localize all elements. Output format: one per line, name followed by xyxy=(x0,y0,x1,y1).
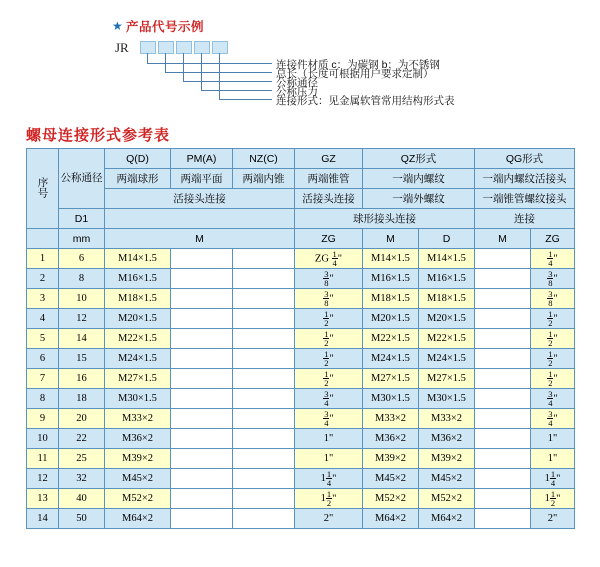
cell-qg-m xyxy=(475,409,531,429)
table-row xyxy=(27,409,575,429)
cell-qz-m: M24×1.5 xyxy=(363,349,419,369)
table-row xyxy=(27,429,575,449)
cell-qg-zg: 1 $\frac{1}{2}$ " xyxy=(531,489,575,509)
cell-dn: 40 xyxy=(59,489,105,509)
cell-zg-gz: $\frac{1}{2}$ " xyxy=(295,309,363,329)
leader-line-3-vertical xyxy=(183,53,184,81)
cell-qz-d: M24×1.5 xyxy=(419,349,475,369)
cell-qg-m xyxy=(475,389,531,409)
cell-zg-gz: $\frac{3}{8}$ " xyxy=(295,289,363,309)
cell-qz-d: M27×1.5 xyxy=(419,369,475,389)
cell-m-nzc xyxy=(233,489,295,509)
cell-m-nzc xyxy=(233,249,295,269)
cell-m-pma xyxy=(171,389,233,409)
cell-m-pma xyxy=(171,329,233,349)
header-type-nzc: NZ(C) xyxy=(233,149,295,169)
cell-m-qd: M18×1.5 xyxy=(105,289,171,309)
cell-qg-zg: $\frac{3}{4}$ " xyxy=(531,409,575,429)
cell-qg-zg: $\frac{1}{2}$ " xyxy=(531,349,575,369)
table-row xyxy=(27,389,575,409)
cell-qg-m xyxy=(475,269,531,289)
cell-qz-d: M22×1.5 xyxy=(419,329,475,349)
cell-qz-m: M14×1.5 xyxy=(363,249,419,269)
header-type-qd: Q(D) xyxy=(105,149,171,169)
header-dn: 公称通径 xyxy=(59,149,105,209)
cell-qg-zg: $\frac{3}{4}$ " xyxy=(531,389,575,409)
cell-qz-m: M20×1.5 xyxy=(363,309,419,329)
cell-dn: 25 xyxy=(59,449,105,469)
cell-qz-d: M16×1.5 xyxy=(419,269,475,289)
header-row-conn xyxy=(27,189,575,209)
cell-qz-d: M14×1.5 xyxy=(419,249,475,269)
cell-qz-m: M30×1.5 xyxy=(363,389,419,409)
cell-qg-m xyxy=(475,509,531,529)
table-title: 螺母连接形式参考表 xyxy=(26,127,171,144)
leader-line-4-vertical xyxy=(201,53,202,90)
cell-m-pma xyxy=(171,289,233,309)
cell-zg-gz: $\frac{1}{2}$ " xyxy=(295,369,363,389)
cell-seq: 8 xyxy=(27,389,59,409)
cell-qg-m xyxy=(475,249,531,269)
header-desc-qg: 一端内螺纹活接头 xyxy=(475,169,575,189)
cell-qg-zg: 2" xyxy=(531,509,575,529)
table-row xyxy=(27,369,575,389)
cell-m-pma xyxy=(171,269,233,289)
cell-dn: 22 xyxy=(59,429,105,449)
cell-qg-m xyxy=(475,469,531,489)
cell-dn: 18 xyxy=(59,389,105,409)
diagram-title: 产品代号示例 xyxy=(126,20,205,34)
diagram-note-conn: 连接形式：见金属软管常用结构形式表 xyxy=(276,95,455,107)
cell-m-qd: M36×2 xyxy=(105,429,171,449)
cell-qz-m: M64×2 xyxy=(363,509,419,529)
cell-qz-d: M45×2 xyxy=(419,469,475,489)
header-type-pma: PM(A) xyxy=(171,149,233,169)
cell-m-pma xyxy=(171,509,233,529)
cell-m-qd: M24×1.5 xyxy=(105,349,171,369)
cell-qz-m: M39×2 xyxy=(363,449,419,469)
diagram-note-dn: 公称通径 xyxy=(276,77,318,89)
diagram-note-material: 连接件材质 c：为碳钢 b：为不锈钢 xyxy=(276,59,440,71)
cell-dn: 6 xyxy=(59,249,105,269)
header-row-desc xyxy=(27,169,575,189)
header-type-qg: QG形式 xyxy=(475,149,575,169)
header-unit-zg: ZG xyxy=(295,229,363,249)
cell-zg-gz: $\frac{3}{4}$ " xyxy=(295,389,363,409)
cell-dn: 16 xyxy=(59,369,105,389)
cell-m-qd: M20×1.5 xyxy=(105,309,171,329)
table-row xyxy=(27,509,575,529)
cell-qz-d: M36×2 xyxy=(419,429,475,449)
code-box-4 xyxy=(194,41,210,54)
table-row xyxy=(27,249,575,269)
header-ball-conn: 球形接头连接 xyxy=(295,209,475,229)
cell-seq: 2 xyxy=(27,269,59,289)
cell-qg-zg: 1 $\frac{1}{4}$ " xyxy=(531,469,575,489)
code-prefix: JR xyxy=(115,40,129,55)
code-box-1 xyxy=(140,41,156,54)
cell-qz-m: M18×1.5 xyxy=(363,289,419,309)
cell-qz-d: M33×2 xyxy=(419,409,475,429)
table-row xyxy=(27,349,575,369)
cell-zg-gz: $\frac{3}{4}$ " xyxy=(295,409,363,429)
leader-line-4-horizontal xyxy=(201,90,272,91)
header-seq: 序号 xyxy=(27,149,59,229)
cell-m-pma xyxy=(171,469,233,489)
header-row-d1 xyxy=(27,209,575,229)
star-icon: ★ xyxy=(112,19,123,33)
cell-m-nzc xyxy=(233,429,295,449)
cell-seq: 7 xyxy=(27,369,59,389)
cell-dn: 15 xyxy=(59,349,105,369)
header-d1: D1 xyxy=(59,209,105,229)
code-box-5 xyxy=(212,41,228,54)
leader-line-3-horizontal xyxy=(183,81,272,82)
header-conn-ext-thread: 一端外螺纹 xyxy=(363,189,475,209)
table-header xyxy=(27,149,575,249)
cell-seq: 1 xyxy=(27,249,59,269)
cell-m-nzc xyxy=(233,449,295,469)
cell-qg-zg: $\frac{1}{4}$ " xyxy=(531,249,575,269)
header-conn-union-gz: 活接头连接 xyxy=(295,189,363,209)
cell-m-pma xyxy=(171,369,233,389)
cell-m-pma xyxy=(171,429,233,449)
cell-m-nzc xyxy=(233,269,295,289)
cell-qg-zg: $\frac{1}{2}$ " xyxy=(531,309,575,329)
cell-zg-gz: $\frac{1}{2}$ " xyxy=(295,349,363,369)
leader-line-5-vertical xyxy=(219,53,220,99)
cell-m-qd: M33×2 xyxy=(105,409,171,429)
table-row xyxy=(27,269,575,289)
cell-seq: 11 xyxy=(27,449,59,469)
header-unit-mm: mm xyxy=(59,229,105,249)
header-desc-qz: 一端内螺纹 xyxy=(363,169,475,189)
cell-seq: 13 xyxy=(27,489,59,509)
header-unit-qg-zg: ZG xyxy=(531,229,575,249)
cell-zg-gz: 2" xyxy=(295,509,363,529)
cell-m-nzc xyxy=(233,469,295,489)
cell-m-nzc xyxy=(233,349,295,369)
cell-qz-d: M39×2 xyxy=(419,449,475,469)
cell-seq: 14 xyxy=(27,509,59,529)
cell-m-nzc xyxy=(233,289,295,309)
cell-m-qd: M39×2 xyxy=(105,449,171,469)
cell-dn: 8 xyxy=(59,269,105,289)
cell-seq: 6 xyxy=(27,349,59,369)
cell-seq: 9 xyxy=(27,409,59,429)
cell-m-nzc xyxy=(233,409,295,429)
cell-seq: 3 xyxy=(27,289,59,309)
cell-qz-m: M45×2 xyxy=(363,469,419,489)
cell-qg-zg: 1" xyxy=(531,429,575,449)
cell-qg-m xyxy=(475,309,531,329)
cell-zg-gz: 1" xyxy=(295,429,363,449)
cell-qg-zg: $\frac{1}{2}$ " xyxy=(531,329,575,349)
cell-seq: 5 xyxy=(27,329,59,349)
header-unit-qz-d: D xyxy=(419,229,475,249)
product-code-diagram xyxy=(0,0,600,118)
cell-qz-m: M16×1.5 xyxy=(363,269,419,289)
cell-zg-gz: $\frac{3}{8}$ " xyxy=(295,269,363,289)
cell-m-qd: M22×1.5 xyxy=(105,329,171,349)
cell-qg-m xyxy=(475,289,531,309)
header-unit-seq xyxy=(27,229,59,249)
cell-dn: 10 xyxy=(59,289,105,309)
cell-m-qd: M30×1.5 xyxy=(105,389,171,409)
code-box-3 xyxy=(176,41,192,54)
cell-m-nzc xyxy=(233,509,295,529)
cell-seq: 4 xyxy=(27,309,59,329)
cell-m-pma xyxy=(171,249,233,269)
cell-qz-m: M22×1.5 xyxy=(363,329,419,349)
cell-m-nzc xyxy=(233,329,295,349)
leader-line-5-horizontal xyxy=(219,99,272,100)
header-desc-qd: 两端球形 xyxy=(105,169,171,189)
cell-dn: 14 xyxy=(59,329,105,349)
cell-m-nzc xyxy=(233,369,295,389)
cell-qz-m: M36×2 xyxy=(363,429,419,449)
cell-m-qd: M45×2 xyxy=(105,469,171,489)
cell-qz-m: M27×1.5 xyxy=(363,369,419,389)
cell-dn: 50 xyxy=(59,509,105,529)
leader-line-1-vertical xyxy=(147,53,148,63)
table-row xyxy=(27,469,575,489)
cell-zg-gz: $\frac{1}{2}$ " xyxy=(295,329,363,349)
cell-qg-m xyxy=(475,489,531,509)
table-body xyxy=(27,249,575,529)
header-type-gz: GZ xyxy=(295,149,363,169)
header-desc-gz: 两端锥管 xyxy=(295,169,363,189)
cell-qg-zg: $\frac{3}{8}$ " xyxy=(531,289,575,309)
header-conn-union: 活接头连接 xyxy=(105,189,295,209)
cell-m-qd: M14×1.5 xyxy=(105,249,171,269)
cell-m-nzc xyxy=(233,389,295,409)
cell-zg-gz: 1" xyxy=(295,449,363,469)
header-desc-nzc: 两端内锥 xyxy=(233,169,295,189)
cell-dn: 12 xyxy=(59,309,105,329)
header-unit-qz-m: M xyxy=(363,229,419,249)
cell-qz-d: M64×2 xyxy=(419,509,475,529)
cell-m-qd: M27×1.5 xyxy=(105,369,171,389)
header-conn: 连接 xyxy=(475,209,575,229)
cell-qz-d: M52×2 xyxy=(419,489,475,509)
cell-qg-m xyxy=(475,369,531,389)
header-type-qz: QZ形式 xyxy=(363,149,475,169)
cell-qz-d: M30×1.5 xyxy=(419,389,475,409)
cell-qz-d: M20×1.5 xyxy=(419,309,475,329)
header-desc-pma: 两端平面 xyxy=(171,169,233,189)
cell-m-pma xyxy=(171,349,233,369)
cell-qg-m xyxy=(475,449,531,469)
cell-seq: 10 xyxy=(27,429,59,449)
cell-m-pma xyxy=(171,489,233,509)
cell-m-qd: M16×1.5 xyxy=(105,269,171,289)
table-row xyxy=(27,449,575,469)
cell-qg-zg: 1" xyxy=(531,449,575,469)
cell-qg-m xyxy=(475,329,531,349)
table-row xyxy=(27,309,575,329)
cell-qg-m xyxy=(475,349,531,369)
diagram-note-pn: 公称压力 xyxy=(276,86,318,98)
header-row-codes xyxy=(27,149,575,169)
table-row xyxy=(27,489,575,509)
diagram-note-length: 总长（长度可根据用户要求定制） xyxy=(276,68,434,80)
code-box-2 xyxy=(158,41,174,54)
header-unit-qg-m: M xyxy=(475,229,531,249)
header-unit-m: M xyxy=(105,229,295,249)
leader-line-2-vertical xyxy=(165,53,166,72)
table-row xyxy=(27,329,575,349)
cell-qz-m: M33×2 xyxy=(363,409,419,429)
cell-zg-gz: ZG $\frac{1}{4}$ " xyxy=(295,249,363,269)
cell-qg-zg: $\frac{3}{8}$ " xyxy=(531,269,575,289)
cell-seq: 12 xyxy=(27,469,59,489)
cell-qz-d: M18×1.5 xyxy=(419,289,475,309)
cell-zg-gz: 1 $\frac{1}{4}$ " xyxy=(295,469,363,489)
nut-connection-table xyxy=(26,148,574,529)
table-row xyxy=(27,289,575,309)
cell-m-nzc xyxy=(233,309,295,329)
cell-zg-gz: 1 $\frac{1}{2}$ " xyxy=(295,489,363,509)
cell-m-pma xyxy=(171,409,233,429)
header-row-units xyxy=(27,229,575,249)
cell-qz-m: M52×2 xyxy=(363,489,419,509)
cell-m-pma xyxy=(171,449,233,469)
cell-m-qd: M64×2 xyxy=(105,509,171,529)
cell-dn: 32 xyxy=(59,469,105,489)
cell-dn: 20 xyxy=(59,409,105,429)
cell-m-pma xyxy=(171,309,233,329)
header-blank-1 xyxy=(105,209,295,229)
cell-qg-m xyxy=(475,429,531,449)
cell-qg-zg: $\frac{1}{2}$ " xyxy=(531,369,575,389)
header-conn-taper-union: 一端锥管螺纹接头 xyxy=(475,189,575,209)
cell-m-qd: M52×2 xyxy=(105,489,171,509)
